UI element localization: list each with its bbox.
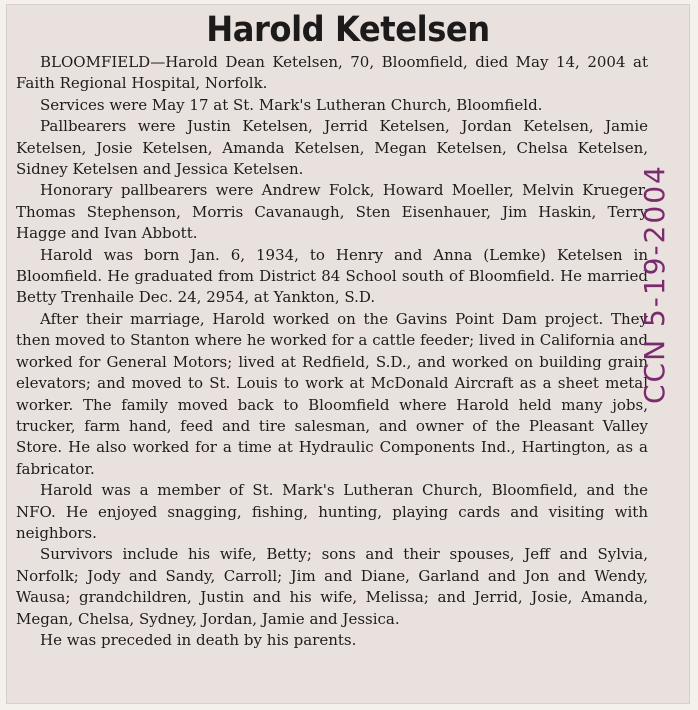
handwritten-date-annotation: CCN 5-19-2004 [638, 164, 671, 404]
paragraph-pallbearers: Pallbearers were Justin Ketelsen, Jerrid Ketelsen, Jordan Ketelsen, Jamie Ketelsen, Josie Ketelsen, Amanda Ketelsen, Megan Ketelsen, Chelsa Ketelsen, Sidney Ketelsen and Jessica Ketelsen. [16, 117, 648, 179]
paragraph-career: After their marriage, Harold worked on the Gavins Point Dam project. They then moved to Stanton where he worked for a cattle feeder; lived in California and worked for General Motors; lived at Redfield, S.D., and worked on building grain elevators; and moved to St. Louis to work at McDonald Aircraft as a sheet metal worker. The family moved back to Bloomfield where Harold held many jobs, trucker, farm hand, feed and tire salesman, and owner of the Pleasant Valley Store. He also worked for a time at Hydraulic Components Ind., Hartington, as a fabricator. [16, 309, 648, 478]
obituary-headline: Harold Ketelsen [206, 10, 490, 50]
paragraph-death-notice: BLOOMFIELD—Harold Dean Ketelsen, 70, Bloomfield, died May 14, 2004 at Faith Regional Hospital, Norfolk. [16, 53, 648, 93]
paragraph-services: Services were May 17 at St. Mark's Lutheran Church, Bloomfield. [40, 95, 543, 114]
paragraph-honorary-pallbearers: Honorary pallbearers were Andrew Folck, Howard Moeller, Melvin Krueger, Thomas Stephenson, Morris Cavanaugh, Sten Eisenhauer, Jim Haskin, Terry Hagge and Ivan Abbott. [16, 181, 648, 243]
paragraph-memberships: Harold was a member of St. Mark's Lutheran Church, Bloomfield, and the NFO. He enjoyed snagging, fishing, hunting, playing cards and visiting with neighbors. [16, 481, 648, 542]
paragraph-birth-marriage: Harold was born Jan. 6, 1934, to Henry and Anna (Lemke) Ketelsen in Bloomfield. He graduated from District 84 School south of Bloomfield. He married Betty Trenhaile Dec. 24, 2954, at Yankton, S.D. [16, 245, 648, 307]
paragraph-preceded: He was preceded in death by his parents. [40, 630, 357, 649]
paragraph-survivors: Survivors include his wife, Betty; sons and their spouses, Jeff and Sylvia, Norfolk; Jody and Sandy, Carroll; Jim and Diane, Garland and Jon and Wendy, Wausa; grandchildren, Justin and his wife, Melissa; and Jerrid, Josie, Amanda, Megan, Chelsa, Sydney, Jordan, Jamie and Jessica. [16, 545, 648, 628]
obituary-body [16, 52, 648, 651]
newspaper-clipping [6, 4, 690, 704]
